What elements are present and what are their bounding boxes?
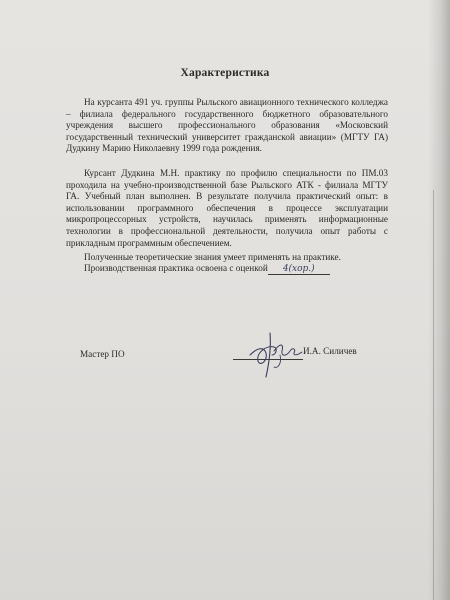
grade-statement [84,263,330,275]
paragraph-practice-results: Курсант Дудкина М.Н. практику по профилю специальности по ПМ.03 проходила на учебно-производственной базе Рыльского АТК - филиала МГТУ ГА. Учебный план выполнен. В результате получила практический опыт: в использовании программного обеспечения в процессе эксплуатации микропроцессорных устройств, научилась применять информационные технологии в профессиональной деятельности, получила опыт работы с прикладным программным обеспечением. [66,168,388,248]
handwritten-grade: 4(хор.) [268,265,330,275]
handwritten-signature [244,325,310,383]
page-edge-shadow [428,0,450,600]
document-title: Характеристика [180,67,270,79]
grade-label: Производственная практика освоена с оценкой [84,263,268,273]
knowledge-statement: Полученные теоретические знания умеет применять на практике. [84,252,341,262]
paragraph-student-info: На курсанта 491 уч. группы Рыльского авиационного технического колледжа – филиала федерального государственного бюджетного образовательного учреждения высшего профессионального образования «Московский государственный технический университет гражданской авиации» (МГТУ ГА) Дудкину Марию Николаевну 1999 года рождения. [66,97,388,154]
signer-name: И.А. Силичев [303,346,357,356]
signer-role: Мастер ПО [80,349,125,359]
page-fold-line [433,190,434,600]
